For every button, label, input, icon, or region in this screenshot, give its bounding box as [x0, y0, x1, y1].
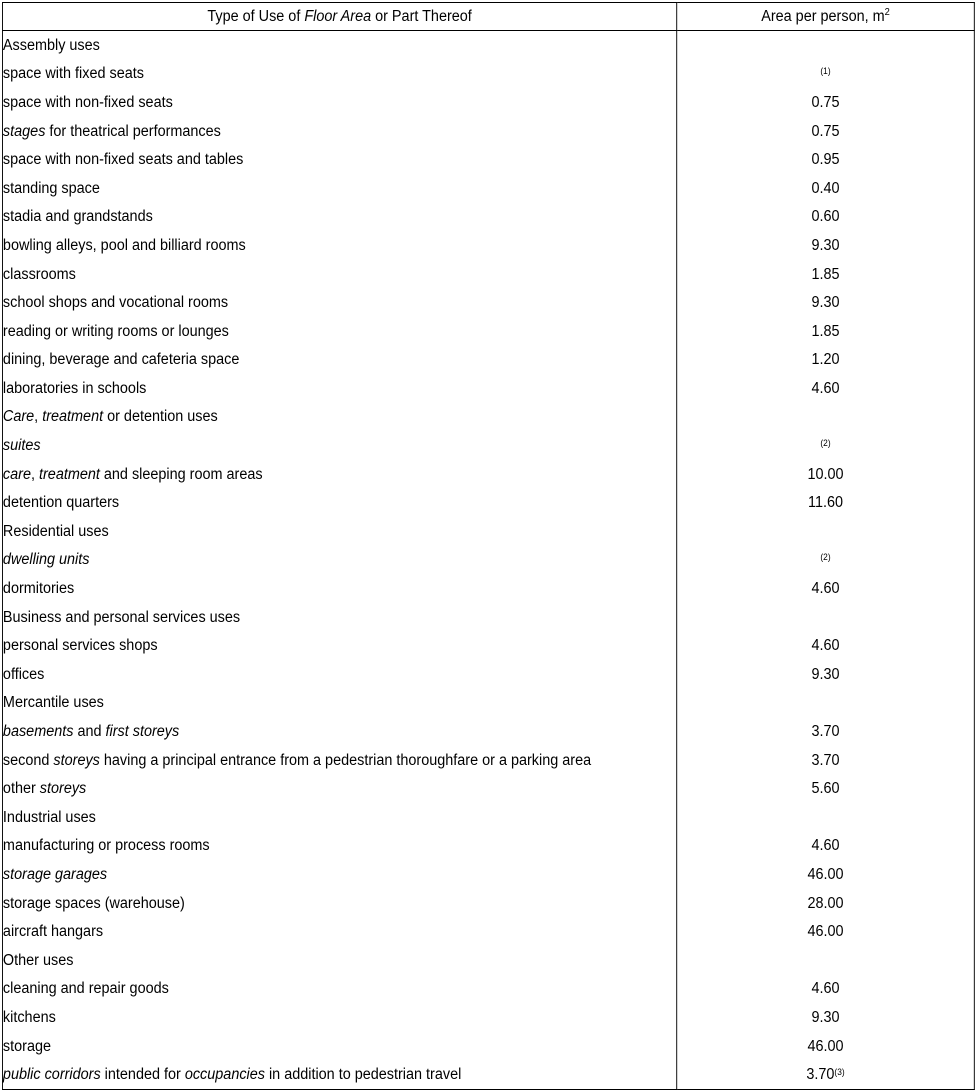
label-segment: space with non-fixed seats and tables	[2, 151, 244, 169]
area-header-label: Area per person, m	[761, 8, 885, 26]
label-segment: laboratories in schools	[2, 379, 147, 397]
use-label	[2, 832, 676, 861]
label-segment: in addition to pedestrian travel	[264, 1066, 462, 1084]
table-row	[2, 260, 974, 289]
label-segment: basements	[2, 723, 74, 741]
area-value: 1.85	[811, 265, 840, 283]
label-segment: or detention uses	[103, 408, 218, 426]
table-row	[2, 746, 974, 775]
use-label	[2, 889, 676, 918]
table-row	[2, 231, 974, 260]
label-segment: aircraft hangars	[2, 923, 104, 941]
table-row	[2, 1032, 974, 1061]
label-segment: ,	[34, 408, 43, 426]
table-row	[2, 975, 974, 1004]
label-segment: Assembly uses	[2, 36, 100, 54]
area-value-cell	[677, 917, 975, 946]
table-row	[2, 145, 974, 174]
area-value: 0.40	[811, 179, 840, 197]
area-value-cell	[677, 403, 975, 432]
label-segment: having a principal entrance from a pedestrian thoroughfare or a parking area	[99, 751, 592, 769]
label-segment: suites	[2, 437, 41, 455]
area-value-cell	[677, 517, 975, 546]
table-row	[2, 317, 974, 346]
area-value-cell	[677, 117, 975, 146]
area-value-cell	[677, 889, 975, 918]
category-row	[2, 603, 974, 632]
use-label	[2, 231, 676, 260]
label-segment: space with non-fixed seats	[2, 93, 173, 111]
label-segment: storage spaces (warehouse)	[2, 894, 185, 912]
table-row	[2, 1060, 974, 1089]
category-label	[2, 946, 676, 975]
use-label	[2, 1060, 676, 1089]
area-value-cell	[677, 88, 975, 117]
area-value-cell	[677, 546, 975, 575]
label-segment: manufacturing or process rooms	[2, 837, 210, 855]
area-value-cell	[677, 946, 975, 975]
label-segment: second	[2, 751, 54, 769]
use-label	[2, 374, 676, 403]
area-value-cell	[677, 231, 975, 260]
area-value-cell	[677, 374, 975, 403]
use-label	[2, 145, 676, 174]
header-row	[2, 3, 974, 31]
table-row	[2, 288, 974, 317]
occupant-load-table	[2, 2, 975, 1090]
label-segment: care	[2, 465, 31, 483]
label-segment: Mercantile uses	[2, 694, 104, 712]
label-segment: classrooms	[2, 265, 76, 283]
label-segment: storage garages	[2, 865, 108, 883]
label-segment: reading or writing rooms or lounges	[2, 322, 229, 340]
label-segment: school shops and vocational rooms	[2, 294, 229, 312]
use-label	[2, 317, 676, 346]
table-row	[2, 889, 974, 918]
label-segment: offices	[2, 665, 45, 683]
table-row	[2, 346, 974, 375]
label-segment: stadia and grandstands	[2, 208, 153, 226]
area-value: 4.60	[811, 580, 840, 598]
table-row	[2, 660, 974, 689]
use-header-segment: Type of Use of	[207, 7, 305, 25]
table-body	[2, 31, 974, 1090]
area-value-cell	[677, 431, 975, 460]
category-row	[2, 946, 974, 975]
category-label	[2, 803, 676, 832]
label-segment: Residential uses	[2, 522, 109, 540]
table-row	[2, 546, 974, 575]
area-value-cell	[677, 31, 975, 60]
label-segment: dormitories	[2, 580, 75, 598]
label-segment: Other uses	[2, 951, 74, 969]
area-value: 1.20	[811, 351, 840, 369]
area-value-cell	[677, 860, 975, 889]
area-value: 4.60	[811, 379, 840, 397]
use-label	[2, 660, 676, 689]
use-label	[2, 174, 676, 203]
area-value: 3.70	[811, 751, 840, 769]
label-segment: treatment	[38, 465, 100, 483]
use-label	[2, 460, 676, 489]
area-value: 4.60	[811, 637, 840, 655]
area-header-unit-exponent: 2	[884, 7, 890, 19]
area-value-cell	[677, 717, 975, 746]
area-value-cell	[677, 203, 975, 232]
category-label	[2, 403, 676, 432]
category-label	[2, 517, 676, 546]
category-label	[2, 603, 676, 632]
label-segment: first storeys	[105, 723, 180, 741]
area-value-cell	[677, 660, 975, 689]
table-row	[2, 832, 974, 861]
table-row	[2, 717, 974, 746]
area-value-cell	[677, 574, 975, 603]
area-value-cell	[677, 260, 975, 289]
area-value-cell	[677, 489, 975, 518]
use-label	[2, 1032, 676, 1061]
table-row	[2, 1003, 974, 1032]
label-segment: occupancies	[184, 1066, 265, 1084]
area-value: 11.60	[808, 494, 844, 512]
area-value-cell	[677, 317, 975, 346]
use-label	[2, 717, 676, 746]
area-value: 9.30	[811, 294, 840, 312]
area-value: 3.70	[811, 723, 840, 741]
label-segment: and	[73, 723, 106, 741]
table-row	[2, 860, 974, 889]
label-segment: other	[2, 780, 40, 798]
label-segment: ,	[30, 465, 39, 483]
label-segment: storage	[2, 1037, 52, 1055]
use-header-segment: Floor Area	[304, 7, 372, 25]
area-value-cell	[677, 346, 975, 375]
table-row	[2, 117, 974, 146]
table-row	[2, 203, 974, 232]
area-value-cell	[677, 803, 975, 832]
table-row	[2, 774, 974, 803]
area-value-cell	[677, 60, 975, 89]
label-segment: Care	[2, 408, 35, 426]
label-segment: stages	[2, 122, 46, 140]
area-value-cell	[677, 174, 975, 203]
label-segment: space with fixed seats	[2, 65, 144, 83]
use-label	[2, 88, 676, 117]
category-row	[2, 403, 974, 432]
use-label	[2, 631, 676, 660]
category-label	[2, 689, 676, 718]
use-label	[2, 860, 676, 889]
label-segment: Business and personal services uses	[2, 608, 241, 626]
area-value-cell	[677, 746, 975, 775]
table-row	[2, 574, 974, 603]
label-segment: kitchens	[2, 1008, 56, 1026]
area-value-cell	[677, 774, 975, 803]
area-value-cell	[677, 1060, 975, 1089]
label-segment: Industrial uses	[2, 808, 96, 826]
area-value: 4.60	[811, 980, 840, 998]
label-segment: intended for	[100, 1066, 185, 1084]
use-column-header	[2, 3, 676, 31]
area-value: 5.60	[811, 780, 840, 798]
area-value: 10.00	[807, 465, 844, 483]
label-segment: treatment	[42, 408, 104, 426]
use-label	[2, 975, 676, 1004]
footnote-ref: (2)	[820, 552, 831, 563]
area-value-cell	[677, 689, 975, 718]
label-segment: dwelling units	[2, 551, 90, 569]
use-label	[2, 346, 676, 375]
label-segment: standing space	[2, 179, 100, 197]
area-value-cell	[677, 145, 975, 174]
label-segment: cleaning and repair goods	[2, 980, 169, 998]
use-label	[2, 431, 676, 460]
use-label	[2, 774, 676, 803]
use-label	[2, 1003, 676, 1032]
use-label	[2, 746, 676, 775]
label-segment: dining, beverage and cafeteria space	[2, 351, 240, 369]
table-row	[2, 631, 974, 660]
use-label	[2, 260, 676, 289]
area-value: 0.75	[811, 122, 840, 140]
area-value-cell	[677, 1003, 975, 1032]
footnote-ref: (2)	[820, 438, 831, 449]
table-row	[2, 431, 974, 460]
area-value: 46.00	[807, 923, 844, 941]
area-column-header	[677, 3, 975, 31]
use-label	[2, 288, 676, 317]
area-value: 9.30	[811, 1008, 840, 1026]
area-value-cell	[677, 460, 975, 489]
table-row	[2, 88, 974, 117]
area-value: 46.00	[807, 1037, 844, 1055]
area-value: 1.85	[811, 322, 840, 340]
label-segment: storeys	[39, 780, 87, 798]
table-row	[2, 374, 974, 403]
area-value-cell	[677, 832, 975, 861]
area-value: 0.95	[811, 151, 840, 169]
label-segment: storeys	[53, 751, 100, 769]
label-segment: detention quarters	[2, 494, 120, 512]
label-segment: personal services shops	[2, 637, 158, 655]
area-value: 4.60	[811, 837, 840, 855]
use-header-segment: or Part Thereof	[371, 7, 472, 25]
label-segment: bowling alleys, pool and billiard rooms	[2, 236, 246, 254]
footnote-ref: (3)	[834, 1067, 845, 1078]
area-value: 9.30	[811, 665, 840, 683]
category-row	[2, 803, 974, 832]
label-segment: public corridors	[2, 1066, 101, 1084]
use-label	[2, 917, 676, 946]
use-label	[2, 489, 676, 518]
category-row	[2, 689, 974, 718]
area-value-cell	[677, 288, 975, 317]
area-value: 9.30	[811, 236, 840, 254]
area-value: 3.70	[806, 1066, 835, 1084]
table-row	[2, 917, 974, 946]
category-label	[2, 31, 676, 60]
table-row	[2, 174, 974, 203]
label-segment: for theatrical performances	[45, 122, 221, 140]
use-label	[2, 546, 676, 575]
table-row	[2, 60, 974, 89]
use-label	[2, 117, 676, 146]
category-row	[2, 31, 974, 60]
table-row	[2, 489, 974, 518]
use-label	[2, 60, 676, 89]
label-segment: and sleeping room areas	[99, 465, 263, 483]
area-value-cell	[677, 975, 975, 1004]
area-value: 0.60	[811, 208, 840, 226]
use-label	[2, 574, 676, 603]
table-row	[2, 460, 974, 489]
footnote-ref: (1)	[820, 66, 831, 77]
area-value-cell	[677, 1032, 975, 1061]
area-value: 46.00	[807, 865, 844, 883]
category-row	[2, 517, 974, 546]
use-label	[2, 203, 676, 232]
area-value: 0.75	[811, 93, 840, 111]
area-value: 28.00	[807, 894, 844, 912]
area-value-cell	[677, 603, 975, 632]
area-value-cell	[677, 631, 975, 660]
